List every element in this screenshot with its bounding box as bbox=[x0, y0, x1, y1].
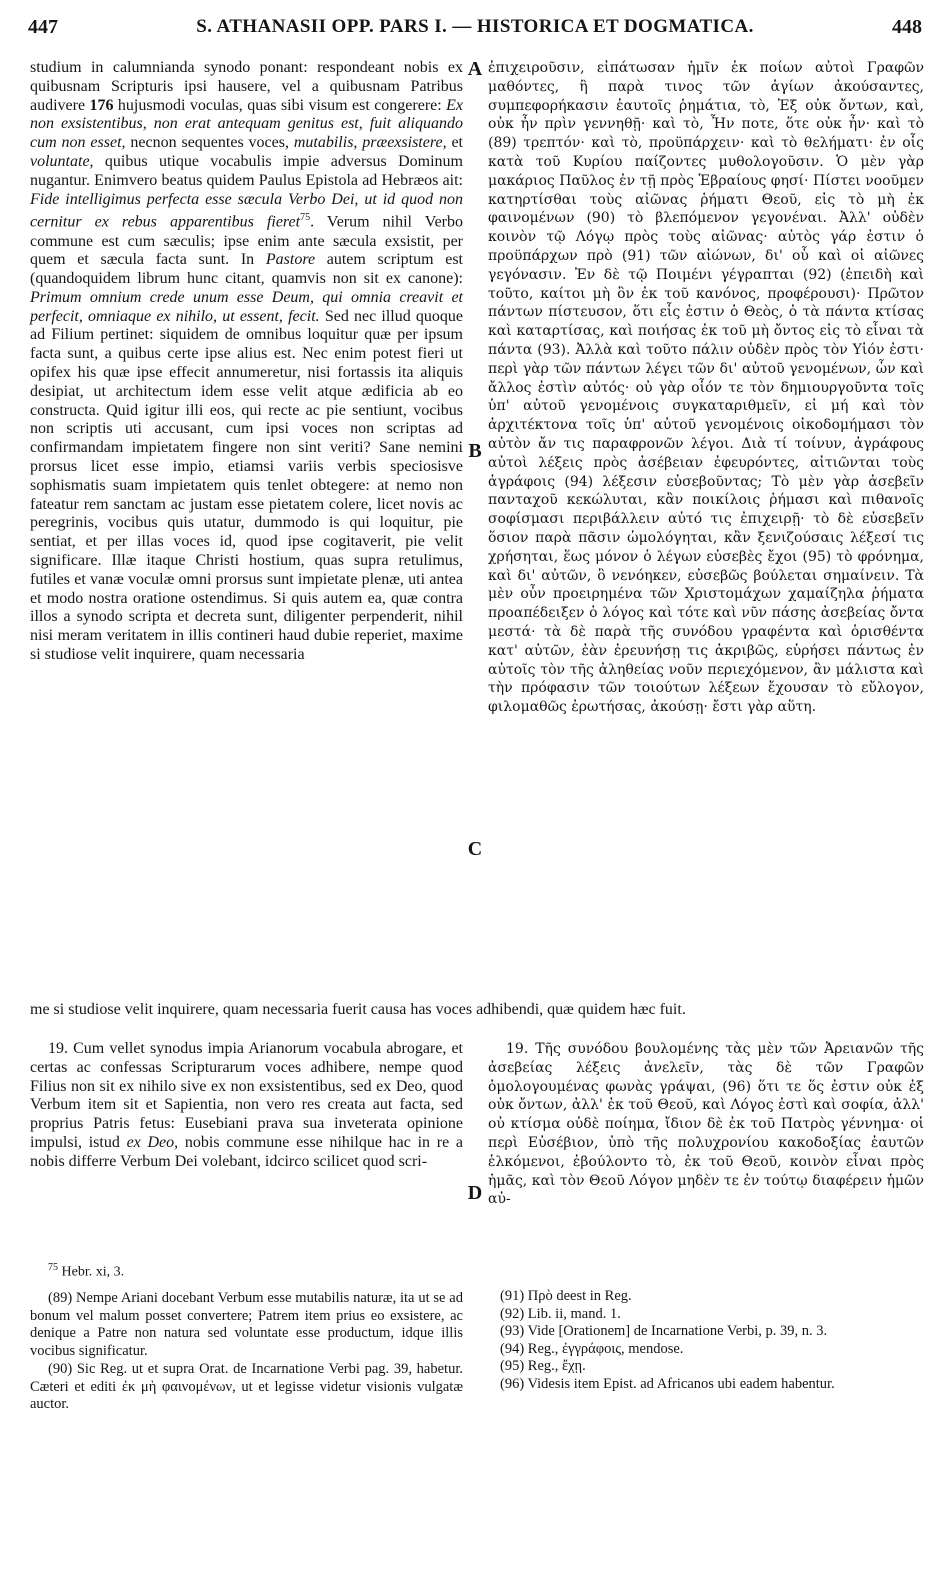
note-93: (93) Vide [Orationem] de Incarnatione Verbi, p. 39, n. 3. bbox=[500, 1323, 828, 1339]
margin-number: 176 bbox=[89, 96, 114, 114]
running-title: S. ATHANASII OPP. PARS I. — HISTORICA ET DOGMATICA. bbox=[196, 16, 754, 37]
note-96: (96) Videsis item Epist. ad Africanos ubi eadem habentur. bbox=[500, 1375, 835, 1392]
note-94: (94) Reg., ἐγγράφοις, mendose. bbox=[500, 1340, 684, 1357]
greek-text: ἐπιχειροῦσιν, εἰπάτωσαν ἡμῖν ἐκ ποίων αὐτοὶ Γραφῶν μαθόντες, ἢ παρὰ τινος τῶν ἁγίων ἀκούσαντες, συμπεφορήκασιν ἑαυτοῖς ῥημάτια, τὸ, Ἐξ οὐκ ὄντων, καὶ, οὐκ ἦν πρὶν γεννηθῇ· καὶ τὸ, Ἦν ποτε, ὅτε οὐκ ἦν· καὶ τὸ (89) τρεπτόν· καὶ τὸ, προϋπάρχειν· καὶ τὸ θελήματι· ἐν οἷς κατὰ τοῦ Κυρίου παίζοντες μυθολογοῦσιν. Ὁ μὲν γὰρ μακάριος Παῦλος ἐν τῇ πρὸς Ἑβραίους φησί· Πίστει νοοῦμεν κατηρτίσθαι τοὺς αἰῶνας ῥήματι Θεοῦ, εἰς τὸ μὴ ἐκ φαινομένων (90) τὸ βλεπόμενον γεγονέναι. Ἀλλ' οὐδὲν κοινὸν τῷ Λόγῳ πρὸς τοὺς αἰῶνας· αὐτὸς γάρ ἐστιν ὁ προϋπάρχων πρὸ (91) τῶν αἰώνων, δι' οὗ καὶ οἱ αἰῶνες γεγόνασιν. Ἐν δὲ τῷ Ποιμένι γέγραπται (92) (ἐπειδὴ καὶ τοῦτο, καίτοι μὴ ὂν ἐκ τοῦ κανόνος, προφέρουσι)· Πρῶτον πάντων πίστευσον, ὅτι εἷς ἐστιν ὁ Θεὸς, ὁ τὰ πάντα κτίσας καὶ καταρτίσας, καὶ ποιήσας ἐκ τοῦ μὴ ὄντος εἰς τὸ εἶναι τὰ πάντα (93). Ἀλλὰ καὶ τοῦτο πάλιν οὐδὲν πρὸς τὸν Υἱόν ἐστι· περὶ γὰρ τῶν πάντων λέγει τῶν δι' αὐτοῦ γενομένων, ὧν καὶ ἄλλος ἐστὶν αὐτός· οὐ γὰρ οἷόν τε τὸν δημιουργοῦντα τοῖς ὑπ' αὐτοῦ γενομένοις συγκαταριθμεῖν, εἰ μή καὶ τὸν ἀρχιτέκτονα τοῖς ὑπ' αὐτοῦ γενομένοις οἰκοδομήμασι τὸν αὐτὸν ἄν τις παραφρονῶν λέγοι. Διὰ τί τοίνυν, ἀγράφους αὐτοὶ λέξεις πρὸς ἀσέβειαν ἐφευρόντες, αἰτιῶνται τοὺς ἀγράφοις (94) λέξεσιν εὐσεβοῦντας; Τὸ μὲν γὰρ ἀσεβεῖν πανταχοῦ κεκώλυται, κἂν ποικίλοις ῥήμασι καὶ πιθανοῖς σοφίσμασι περιβάλλειν αὐτό τις ἐπιχειρῇ· τὸ δὲ εὐσεβεῖν ὅσιον παρὰ πᾶσιν ὡμολόγηται, κἂν ξενιζούσαις λέξεσί τις χρήσηται, ἕως μόνον ὁ λέγων εὐσεβὲς ἔχοι (95) τὸ φρόνημα, καὶ δι' αὐτῶν, ὃ νενόηκεν, εὐσεβῶς βούλεται σημαίνειν. Τὰ μὲν οὖν προειρημένα τῶν Χριστομάχων χαμαίζηλα ῥήματα προαπέδειξεν ὁ λόγος καὶ τότε καὶ νῦν πάσης ἀσεβείας ὄντα μεστά· τὰ δὲ παρὰ τῆς συνόδου γραφέντα καὶ ὁρισθέντα κατ' αὐτῶν, ἐὰν ἐρευνήσῃ τις ἀκριβῶς, εὑρήσει πάντως ἐν αὐτοῖς τὸν τῆς ἀληθείας νοῦν περιεχόμενον, ἂν μάλιστα καὶ τὴν πρόφασιν τῶν τοιούτων λέξεων ἔχουσαν τὸ εὔλογον, φιλομαθῶς ἐρωτήσας, ἀκούσῃ· ἔστι γὰρ αὕτη. bbox=[488, 60, 924, 716]
latin-text: et bbox=[446, 134, 463, 152]
notes-left bbox=[30, 1290, 463, 1415]
section-marker-b: B bbox=[468, 440, 482, 462]
section-marker-c: C bbox=[467, 838, 483, 860]
latin-text: . Verum nihil Verbo commune est cum sæculis; ipse enim ante sæcula exsistit, per quem et sæcula facta sunt. In bbox=[30, 213, 464, 269]
latin-text: necnon sequentes voces, bbox=[125, 134, 294, 152]
latin-text: autem scriptum est (quandoquidem librum hunc citant, quamvis non sit ex canone): bbox=[30, 251, 464, 288]
latin-column-section-19 bbox=[30, 1040, 463, 1172]
latin-italic: mutabilis, præexsistere, bbox=[293, 134, 447, 152]
latin-text: Sed nec illud quoque ad Filium pertinet: siquidem de omnibus loquitur quæ per ipsum facta sunt, a quibus certe ipse alius est. Nec enim potest fieri ut opifex his quæ ipse effecit annumeretur, nisi fortassis ita aliquis desipiat, ut architectum idem esse velit atque ædificia ab eo constructa. Quid igitur illi eos, qui recte ac pie sentiunt, vocibus non scriptis uti accusant, cum ipsi voces non scriptas ad confirmandam impietatem fingere non sint veriti? Sane nemini prorsus licet esse impio, etiamsi variis verbis speciosisve sophismatis suam impietatem quis tenlet obtegere: at nemo non fateatur rem sanctam ac justam esse pietatem colere, licet novis ac peregrinis, vocibus quis utatur, dummodo is qui loquitur, pie sentiat, et per illas voces id, quod ipse cogitaverit, pie velit significare. Illæ itaque Christi hostium, quas supra retulimus, futiles et vanæ voculæ omni prorsus sunt impietate plenæ, uti antea et modo nostra oratione ostendimus. Si quis autem ea, quæ contra illos a synodo scripta et decreta sunt, diligenter perpenderit, nihil nisi meram veritatem in illis contineri haud dubie reperiet, maxime si studiose velit inquirere, quam necessaria bbox=[30, 307, 464, 664]
latin-italic: voluntate, bbox=[30, 152, 94, 170]
latin-italic: ex Deo, bbox=[126, 1133, 179, 1151]
notes-right bbox=[500, 1288, 925, 1393]
footnote-75 bbox=[48, 1262, 124, 1281]
greek-column-section-19 bbox=[488, 1040, 924, 1209]
full-width-line bbox=[30, 1000, 924, 1019]
latin-text: quibus utique vocabulis impie adversus Dominum nugantur. Enimvero beatus quidem Paulus Epistola ad Hebræos ait: bbox=[30, 152, 463, 189]
running-header bbox=[28, 16, 922, 44]
greek-column-top bbox=[488, 59, 924, 717]
note-91: (91) Πρὸ deest in Reg. bbox=[500, 1288, 632, 1304]
latin-italic: Primum omnium crede unum esse Deum, qui omnia creavit et perfecit, omniaque ex nihilo, ut essent, fecit. bbox=[30, 288, 463, 325]
section-marker-d: D bbox=[467, 1182, 483, 1204]
latin-text: studium in calumnianda synodo ponant: respondeant nobis ex quibusnam Scripturis ipsi hausere, vel a quibusnam Patribus audivere bbox=[30, 59, 463, 114]
latin-text: 19. Cum vellet synodus impia Arianorum vocabula abrogare, et certas ac confessas Scripturarum voces adhibere, nempe quod Filius non sit ex nihilo sive ex non exsistentibus, sed ex Deo, quod Verbum item sit et Sapientia, non vero res creata aut facta, sed proprius Patris fetus: Eusebiani prava sua inveterata opinione impulsi, istud bbox=[30, 1040, 463, 1151]
note-95: (95) Reg., ἔχῃ. bbox=[500, 1358, 586, 1374]
page-number-left: 447 bbox=[28, 16, 58, 38]
greek-text: 19. Τῆς συνόδου βουλομένης τὰς μὲν τῶν Ἀρειανῶν τῆς ἀσεβείας λέξεις ἀνελεῖν, τὰς δὲ τῶν Γραφῶν ὁμολογουμένας φωνὰς γράψαι, (96) ὅτι τε ὅς ἐστιν οὐκ ἐξ οὐκ ὄντων, ἀλλ' ἐκ τοῦ Θεοῦ, καὶ Λόγος ἐστὶ καὶ σοφία, ἀλλ' οὐ κτίσμα οὐδὲ ποίημα, ἴδιον δὲ ἐκ τοῦ Πατρὸς γέννημα· οἱ περὶ Εὐσέβιον, ὑπὸ τῆς πολυχρονίου κακοδοξίας ἑαυτῶν ἑλκόμενοι, ἐβούλοντο τὸ, ἐκ τοῦ Θεοῦ, κοινὸν εἶναι πρὸς ἡμᾶς, καὶ τὸν Θεοῦ Λόγον μηδὲν τε ἐν τούτῳ διαφέρειν ἡμῶν αὐ- bbox=[488, 1041, 924, 1208]
section-marker-a: A bbox=[467, 58, 483, 80]
latin-italic: Fide intelligimus perfecta esse sæcula Verbo Dei, ut id quod non cernitur ex rebus apparentibus fieret bbox=[30, 190, 463, 231]
latin-italic: Ex non exsistentibus, non erat antequam genitus est, fuit aliquando cum non esset, bbox=[30, 96, 464, 152]
latin-text: nobis commune esse nihilque hac in re a nobis differre Verbum Dei volebant, idcirco scilicet quod scri- bbox=[30, 1133, 464, 1170]
note-90: (90) Sic Reg. ut et supra Orat. de Incarnatione Verbi pag. 39, habetur. Cæteri et editi ἐκ μὴ φαινομένων, ut et legisse videtur visionis vulgatæ auctor. bbox=[30, 1361, 463, 1412]
footnote-label: 75 bbox=[48, 1262, 58, 1273]
latin-italic: Pastore bbox=[265, 251, 316, 269]
note-89: (89) Nempe Ariani docebant Verbum esse mutabilis naturæ, ita ut se ad bonum vel malum posset convertere; Patrem item prius eo exsistere, ac denique a Patre non natura sed voluntate esse productum, idque illis vocibus significatur. bbox=[30, 1290, 463, 1359]
note-92: (92) Lib. ii, mand. 1. bbox=[500, 1305, 621, 1322]
page-number-right: 448 bbox=[892, 16, 922, 38]
latin-text: me si studiose velit inquirere, quam necessaria fuerit causa has voces adhibendi, quæ quidem hæc fuit. bbox=[30, 1001, 686, 1018]
latin-column-top bbox=[30, 59, 463, 665]
footnote-text: Hebr. xi, 3. bbox=[61, 1264, 125, 1280]
latin-text: hujusmodi voculas, quas sibi visum est congerere: bbox=[113, 96, 447, 114]
footnote-reference: 75 bbox=[300, 212, 311, 224]
